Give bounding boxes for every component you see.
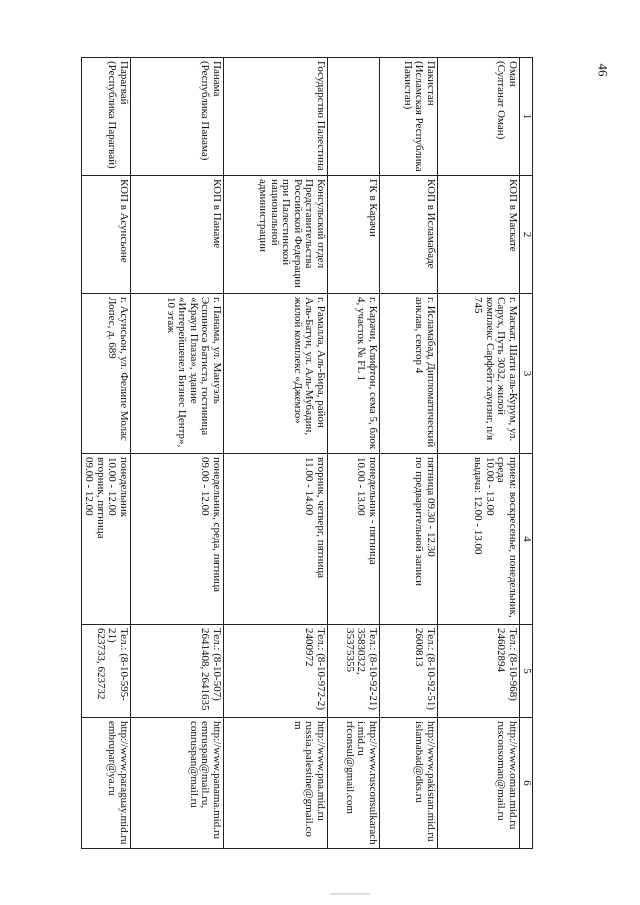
phone-cell: Тел.: (8-10-92-21) 35830322, 35375355 xyxy=(328,625,380,718)
table-row xyxy=(380,58,438,849)
table-row xyxy=(328,58,380,849)
phone-cell: Тел.: (8-10-968) 24602894 xyxy=(438,625,520,718)
mission-cell: Консульский отдел Представительства Российской Федерации при Палестинской национальной администрации xyxy=(224,176,328,294)
web-cell: http://www.panama.mid.ru emruspan@mail.ru, conruspan@mail.ru xyxy=(131,718,224,849)
mission-cell: КОП в Маскате xyxy=(438,176,520,294)
country-cell xyxy=(328,58,380,176)
hours-cell: понедельник, среда, пятница 09.00 - 12.00 xyxy=(131,454,224,625)
web-cell: http://www.paraguay.mid.ru embrupar@ya.ru xyxy=(82,718,131,849)
hours-cell: прием: воскресенье, понедельник, среда 10.00 - 13.00 выдача: 12.00 - 13.00 xyxy=(438,454,520,625)
phone-cell: Тел.: (8-10-92-51) 2600813 xyxy=(380,625,438,718)
address-cell: г. Асунсьон, ул. Фелипе Молас Лопес, д. 689 xyxy=(82,294,131,454)
country-cell: Панама (Республика Панама) xyxy=(131,58,224,176)
web-cell: http://www.pakistan.mid.ru islamabad@dks.ru xyxy=(380,718,438,849)
country-cell: Парагвай (Республика Парагвай) xyxy=(82,58,131,176)
hours-cell: понедельник - пятница 10.00 - 13.00 xyxy=(328,454,380,625)
table-row xyxy=(82,58,131,849)
table-row xyxy=(131,58,224,849)
phone-cell: Тел.: (8-10-595-21) 623733, 623732 xyxy=(82,625,131,718)
mission-cell: ГК в Карачи xyxy=(328,176,380,294)
address-cell: г. Панама, ул. Мануэль Эспиноса Батиста, гостиница «Краун Плаза», здание «Интерейшенел Бизнес Центр», 10 этаж xyxy=(131,294,224,454)
web-cell: http://www.rusconsulkarachi.mid.ru rfconsul@gmail.com xyxy=(328,718,380,849)
phone-cell: Тел.: (8-10-507) 2641408, 2641635 xyxy=(131,625,224,718)
col-header-1: 1 xyxy=(520,58,533,176)
hours-cell: вторник, четверг, пятница 11.00 - 14.00 xyxy=(224,454,328,625)
col-header-5: 5 xyxy=(520,625,533,718)
hours-cell: пятница 09.30 - 12.30 по предварительной записи xyxy=(380,454,438,625)
consular-offices-table xyxy=(81,57,533,849)
col-header-4: 4 xyxy=(520,454,533,625)
scan-artifact xyxy=(330,893,370,895)
table-row xyxy=(224,58,328,849)
consular-table-container xyxy=(83,57,533,848)
address-cell: г. Маскат, Шати аль-Курум, ул. Сарух, Путь 3032, жилой комплекс Сарфейт хауизнг, п/я 745 xyxy=(438,294,520,454)
web-cell: http://www.oman.mid.ru rusconsoman@mail.ru xyxy=(438,718,520,849)
address-cell: г. Рамалла, Аль-Бира, район Аль-Батун, ул. Аль-Мубадин, жилой комплекс «Джемзо» xyxy=(224,294,328,454)
table-row xyxy=(438,58,520,849)
col-header-6: 6 xyxy=(520,718,533,849)
country-cell: Пакистан (Исламская Республика Пакистан) xyxy=(380,58,438,176)
country-cell: Оман (Султанат Оман) xyxy=(438,58,520,176)
phone-cell: Тел.: (8-10-972-2) 2400972 xyxy=(224,625,328,718)
address-cell: г. Исламабад, Дипломатический анклав, сектор 4 xyxy=(380,294,438,454)
hours-cell: понедельник 10.00 - 12.00 вторник, пятница 09.00 - 12.00 xyxy=(82,454,131,625)
table-header-row xyxy=(520,58,533,849)
address-cell: г. Карачи, Клифтон, сема 5, блок 4, участок № FL 1 xyxy=(328,294,380,454)
page-number: 46 xyxy=(595,63,611,77)
country-cell: Государство Палестина xyxy=(224,58,328,176)
col-header-2: 2 xyxy=(520,176,533,294)
mission-cell: КОП в Исламабаде xyxy=(380,176,438,294)
col-header-3: 3 xyxy=(520,294,533,454)
rotated-table-frame xyxy=(83,57,533,848)
web-cell: http://www.pna.mid.ru russia.palestine@gmail.com xyxy=(224,718,328,849)
mission-cell: КОП в Асунсьоне xyxy=(82,176,131,294)
mission-cell: КОП в Панаме xyxy=(131,176,224,294)
